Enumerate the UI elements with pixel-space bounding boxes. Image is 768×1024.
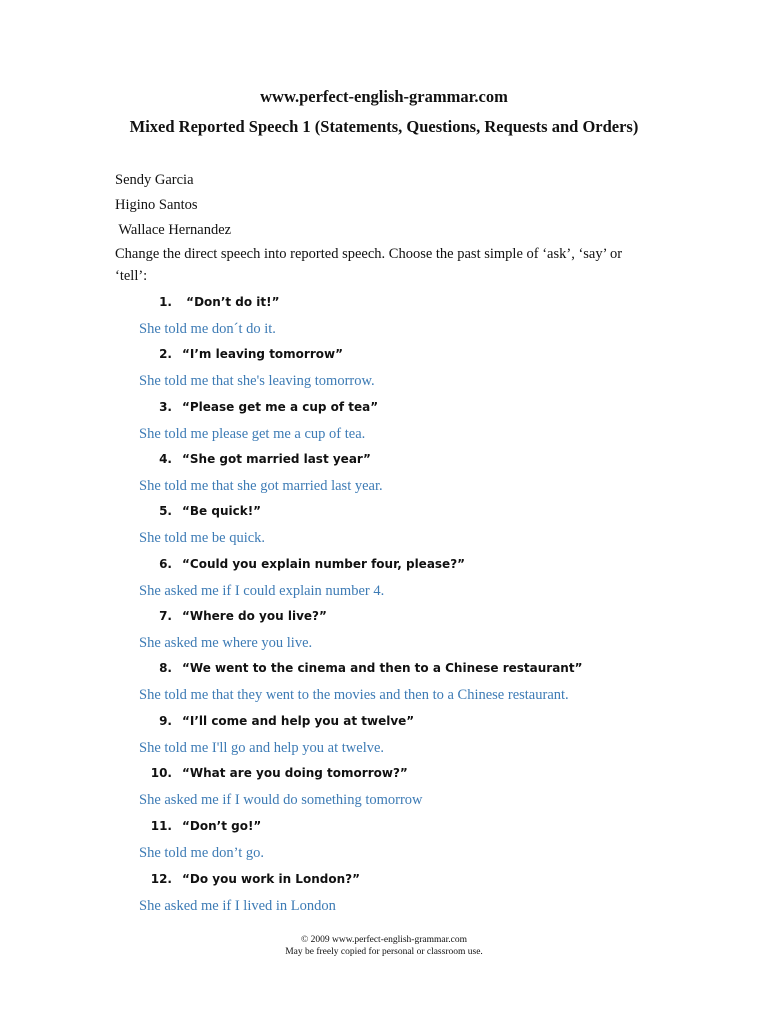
question-text: “Where do you live?” [182, 609, 327, 623]
exercise-number: 10. [150, 766, 172, 780]
exercise-number: 2. [159, 347, 172, 361]
exercise-question [140, 661, 582, 675]
question-text: “Could you explain number four, please?” [182, 557, 466, 571]
exercise-item [0, 766, 768, 818]
exercise-item [0, 714, 768, 766]
exercise-answer: She told me I'll go and help you at twelve. [139, 740, 385, 756]
exercise-question [140, 872, 360, 886]
student-name: Wallace Hernandez [115, 222, 232, 238]
question-text: “What are you doing tomorrow?” [182, 766, 408, 780]
exercise-answer: She told me that she's leaving tomorrow. [139, 373, 375, 389]
question-text: “I’ll come and help you at twelve” [182, 714, 415, 728]
worksheet-title: Mixed Reported Speech 1 (Statements, Questions, Requests and Orders) [129, 117, 639, 136]
exercise-item [0, 661, 768, 713]
exercise-number: 5. [159, 504, 172, 518]
question-text: “Be quick!” [182, 504, 262, 518]
exercise-question [140, 714, 414, 728]
exercise-number: 3. [159, 400, 172, 414]
exercise-question [140, 819, 261, 833]
question-text: “I’m leaving tomorrow” [182, 347, 343, 361]
exercise-number: 7. [159, 609, 172, 623]
exercise-answer: She asked me if I could explain number 4. [139, 583, 385, 599]
exercise-question [140, 766, 408, 780]
exercise-question [140, 295, 280, 309]
exercise-answer: She told me be quick. [139, 530, 266, 546]
site-url: www.perfect-english-grammar.com [260, 87, 508, 106]
exercise-answer: She asked me if I would do something tomorrow [139, 792, 423, 808]
question-text: “We went to the cinema and then to a Chinese restaurant” [182, 661, 583, 675]
exercise-answer: She told me don´t do it. [139, 321, 276, 337]
student-names [115, 168, 231, 243]
exercise-item [0, 504, 768, 556]
exercise-answer: She asked me if I lived in London [139, 898, 336, 914]
exercise-answer: She told me don’t go. [139, 845, 264, 861]
exercise-question [140, 400, 378, 414]
exercise-number: 1. [159, 295, 172, 309]
exercise-question [140, 504, 261, 518]
student-name: Higino Santos [115, 197, 198, 213]
exercise-answer: She told me that she got married last year. [139, 478, 383, 494]
exercise-item [0, 347, 768, 399]
exercise-question [140, 347, 343, 361]
exercise-number: 11. [150, 819, 172, 833]
usage-line: May be freely copied for personal or classroom use. [285, 947, 483, 957]
exercise-question [140, 452, 371, 466]
exercise-question [140, 609, 327, 623]
question-text: “Don’t go!” [182, 819, 262, 833]
copyright-footer [0, 934, 768, 958]
exercise-number: 12. [150, 872, 172, 886]
exercise-item [0, 609, 768, 661]
exercise-item [0, 452, 768, 504]
exercise-number: 4. [159, 452, 172, 466]
exercise-item [0, 819, 768, 871]
exercise-number: 9. [159, 714, 172, 728]
instructions: Change the direct speech into reported speech. Choose the past simple of ‘ask’, ‘say’ or ‘tell’: [115, 246, 623, 284]
question-text: “She got married last year” [182, 452, 371, 466]
question-text: “Don’t do it!” [182, 295, 280, 309]
exercise-answer: She asked me where you live. [139, 635, 313, 651]
exercise-item [0, 872, 768, 924]
exercise-item [0, 295, 768, 347]
exercise-number: 8. [159, 661, 172, 675]
copyright-line: © 2009 www.perfect-english-grammar.com [301, 935, 467, 945]
question-text: “Please get me a cup of tea” [182, 400, 379, 414]
exercise-item [0, 400, 768, 452]
exercise-answer: She told me please get me a cup of tea. [139, 426, 366, 442]
student-name: Sendy Garcia [115, 172, 194, 188]
exercise-number: 6. [159, 557, 172, 571]
exercise-item [0, 557, 768, 609]
exercise-question [140, 557, 465, 571]
question-text: “Do you work in London?” [182, 872, 360, 886]
exercise-answer: She told me that they went to the movies and then to a Chinese restaurant. [139, 687, 569, 703]
